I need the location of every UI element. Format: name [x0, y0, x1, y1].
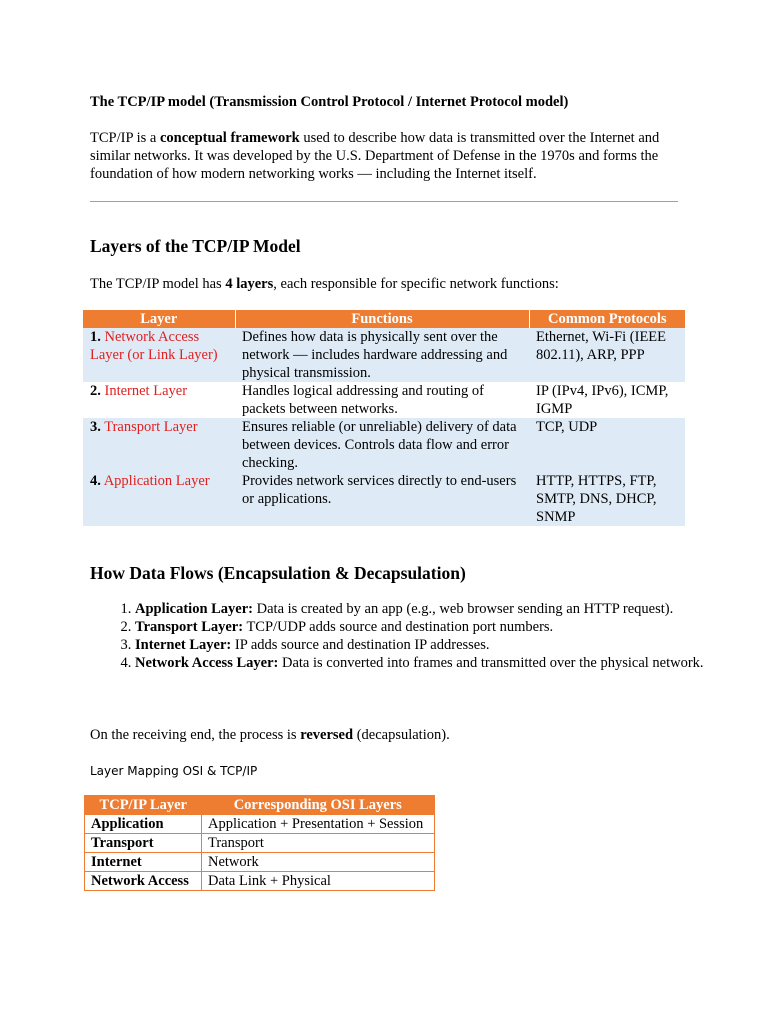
column-header-layer: Layer	[83, 310, 235, 328]
step-text: Data is created by an app (e.g., web browser sending an HTTP request).	[253, 601, 674, 617]
list-item	[135, 600, 725, 618]
column-header-protocols: Common Protocols	[529, 310, 685, 328]
column-header-osi: Corresponding OSI Layers	[202, 796, 435, 815]
layers-table	[83, 310, 685, 526]
flow-heading: How Data Flows (Encapsulation & Decapsulation)	[90, 563, 466, 583]
layers-intro-post: , each responsible for specific network functions:	[273, 276, 559, 292]
layer-cell	[83, 328, 235, 382]
list-item	[135, 618, 725, 636]
column-header-functions: Functions	[235, 310, 529, 328]
table-row	[85, 853, 435, 872]
tcpip-layer-cell: Application	[85, 815, 202, 834]
list-item	[135, 654, 725, 672]
receiving-bold: reversed	[300, 727, 354, 743]
layer-cell	[83, 418, 235, 472]
mapping-table-header	[85, 796, 435, 815]
layer-name: Internet Layer	[104, 383, 188, 399]
step-label: Application Layer:	[135, 601, 254, 617]
layers-heading: Layers of the TCP/IP Model	[90, 236, 301, 256]
tcpip-layer-cell: Internet	[85, 853, 202, 872]
mapping-table	[84, 795, 435, 891]
layer-cell	[83, 382, 235, 418]
layer-name: Application Layer	[103, 473, 210, 489]
mapping-caption: Layer Mapping OSI & TCP/IP	[90, 764, 258, 778]
step-text: IP adds source and destination IP addresses.	[231, 637, 490, 653]
table-row	[83, 472, 685, 526]
functions-cell: Ensures reliable (or unreliable) delivery of data between devices. Controls data flow and error checking.	[235, 418, 529, 472]
protocols-cell: Ethernet, Wi-Fi (IEEE 802.11), ARP, PPP	[529, 328, 685, 382]
layer-name: Transport Layer	[104, 419, 198, 435]
receiving-paragraph	[90, 726, 450, 744]
layers-intro-pre: The TCP/IP model has	[90, 276, 226, 292]
table-row	[83, 328, 685, 382]
receiving-pre: On the receiving end, the process is	[90, 727, 301, 743]
intro-text-bold: conceptual framework	[159, 130, 300, 146]
osi-layers-cell: Network	[202, 853, 435, 872]
functions-cell: Handles logical addressing and routing of packets between networks.	[235, 382, 529, 418]
layers-intro	[90, 275, 559, 293]
table-row	[83, 382, 685, 418]
intro-paragraph	[90, 129, 690, 183]
step-text: Data is converted into frames and transmitted over the physical network.	[278, 655, 704, 671]
layer-number: 2.	[90, 383, 101, 399]
tcpip-layer-cell: Transport	[85, 834, 202, 853]
intro-text-pre: TCP/IP is a	[90, 130, 160, 146]
layer-number: 4.	[90, 473, 101, 489]
flow-steps-list	[90, 600, 725, 672]
column-header-tcpip: TCP/IP Layer	[85, 796, 202, 815]
tcpip-layer-cell: Network Access	[85, 872, 202, 891]
functions-cell: Defines how data is physically sent over the network — includes hardware addressing and physical transmission.	[235, 328, 529, 382]
protocols-cell: TCP, UDP	[529, 418, 685, 472]
receiving-post: (decapsulation).	[353, 727, 450, 743]
table-row	[85, 815, 435, 834]
step-label: Transport Layer:	[135, 619, 244, 635]
horizontal-rule	[90, 201, 678, 202]
protocols-cell: IP (IPv4, IPv6), ICMP, IGMP	[529, 382, 685, 418]
osi-layers-cell: Transport	[202, 834, 435, 853]
table-row	[85, 872, 435, 891]
list-item	[135, 636, 725, 654]
protocols-cell: HTTP, HTTPS, FTP, SMTP, DNS, DHCP, SNMP	[529, 472, 685, 526]
step-text: TCP/UDP adds source and destination port numbers.	[243, 619, 554, 635]
document-title: The TCP/IP model (Transmission Control Protocol / Internet Protocol model)	[90, 94, 569, 110]
osi-layers-cell: Data Link + Physical	[202, 872, 435, 891]
layer-number: 1.	[90, 329, 101, 345]
intro-text-post: used to describe how data is transmitted over the Internet and similar networks. It was developed by the U.S. Department of Defense in the 1970s and forms the foundation of how modern networking works — including the Internet itself.	[90, 130, 660, 182]
layer-name: Network Access Layer (or Link Layer)	[90, 329, 218, 363]
osi-layers-cell: Application + Presentation + Session	[202, 815, 435, 834]
functions-cell: Provides network services directly to end-users or applications.	[235, 472, 529, 526]
layer-number: 3.	[90, 419, 101, 435]
layer-cell	[83, 472, 235, 526]
layers-intro-bold: 4 layers	[225, 276, 274, 292]
step-label: Network Access Layer:	[135, 655, 279, 671]
step-label: Internet Layer:	[135, 637, 232, 653]
table-row	[85, 834, 435, 853]
table-row	[83, 418, 685, 472]
layers-table-header	[83, 310, 685, 328]
